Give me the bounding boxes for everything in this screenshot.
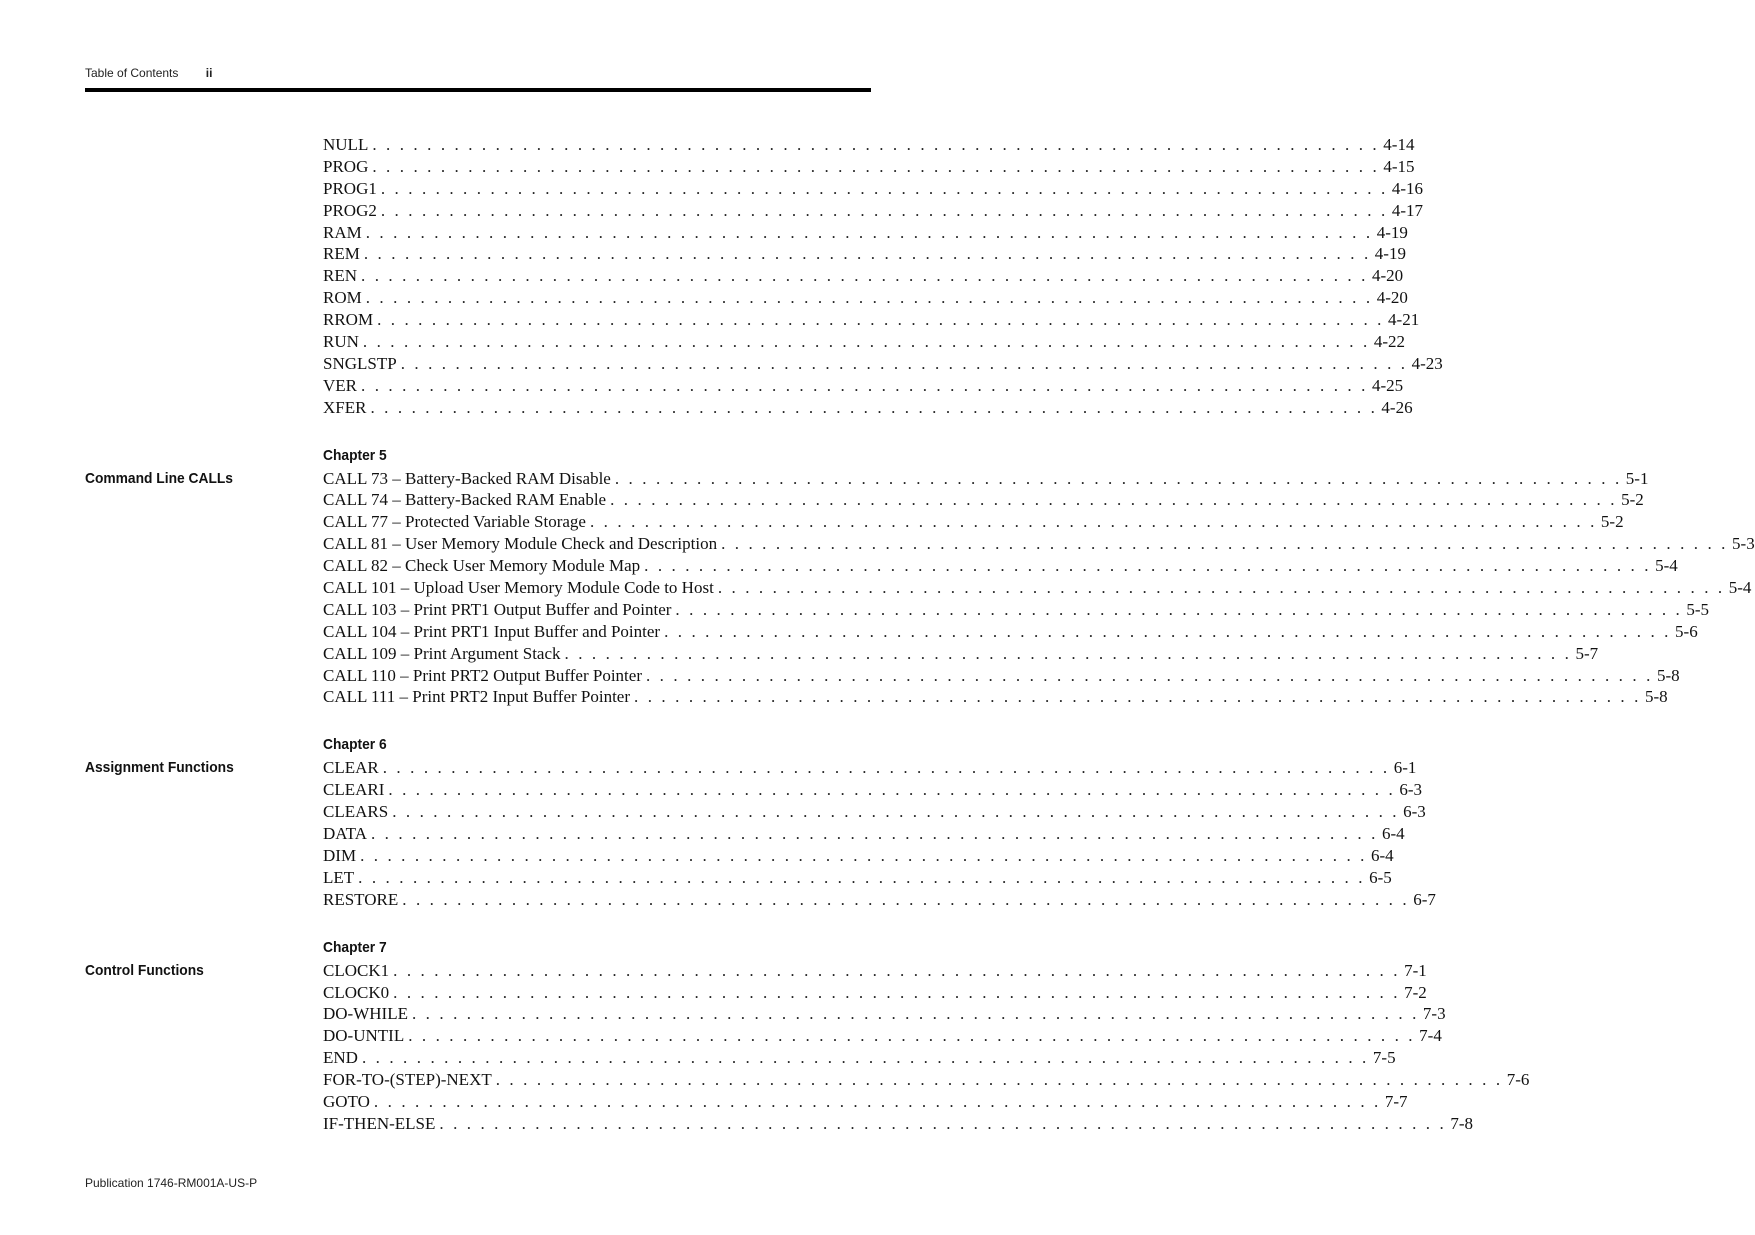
dot-leader: . . . . . . . . . . . . . . . . . . . . . . . . . . . . . . . . . . . . . . . . . . . . . . . . . . . . . . . . . . . . . . . . . . . . . . . . . . [363, 244, 1371, 264]
toc-entry[interactable] [323, 801, 1426, 823]
toc-entry[interactable] [323, 867, 1392, 889]
toc-entry-title: RUN [323, 332, 359, 352]
toc-entry-page: 5-7 [1575, 643, 1599, 663]
toc-entry-page: 4-22 [1373, 332, 1406, 352]
toc-entry[interactable] [323, 1091, 1408, 1113]
toc-entry-title: RAM [323, 222, 362, 242]
toc-entry[interactable] [323, 1113, 1473, 1135]
dot-leader: . . . . . . . . . . . . . . . . . . . . . . . . . . . . . . . . . . . . . . . . . . . . . . . . . . . . . . . . . . . . . . . . . . . . . . . . . . [380, 178, 1388, 198]
toc-entry-page: 7-5 [1372, 1048, 1396, 1068]
toc-entry-title: CLOCK1 [323, 960, 390, 980]
dot-leader: . . . . . . . . . . . . . . . . . . . . . . . . . . . . . . . . . . . . . . . . . . . . . . . . . . . . . . . . . . . . . . . . . . . . . . . . . . [610, 490, 1618, 510]
toc-entry[interactable] [323, 489, 1644, 511]
dot-leader: . . . . . . . . . . . . . . . . . . . . . . . . . . . . . . . . . . . . . . . . . . . . . . . . . . . . . . . . . . . . . . . . . . . . . . . . . . [382, 758, 1390, 778]
toc-entry[interactable] [323, 599, 1710, 621]
toc-entry-page: 4-17 [1391, 200, 1423, 220]
toc-entry-page: 4-16 [1391, 178, 1423, 198]
toc-entry-title: GOTO [323, 1091, 370, 1111]
section-title: Command Line CALLs [85, 469, 233, 487]
dot-leader: . . . . . . . . . . . . . . . . . . . . . . . . . . . . . . . . . . . . . . . . . . . . . . . . . . . . . . . . . . . . . . . . . . . . . . . . . . [589, 512, 1597, 532]
toc-entry[interactable] [323, 757, 1417, 779]
toc-entry[interactable] [323, 309, 1420, 331]
toc-entry-page: 4-15 [1383, 156, 1415, 176]
toc-entry[interactable] [323, 287, 1408, 309]
dot-leader: . . . . . . . . . . . . . . . . . . . . . . . . . . . . . . . . . . . . . . . . . . . . . . . . . . . . . . . . . . . . . . . . . . . . . . . . . . [564, 643, 1572, 663]
toc-entry-title: ROM [323, 288, 362, 308]
dot-leader: . . . . . . . . . . . . . . . . . . . . . . . . . . . . . . . . . . . . . . . . . . . . . . . . . . . . . . . . . . . . . . . . . . . . . . . . . . [372, 135, 1380, 154]
dot-leader: . . . . . . . . . . . . . . . . . . . . . . . . . . . . . . . . . . . . . . . . . . . . . . . . . . . . . . . . . . . . . . . . . . . . . . . . . . [361, 266, 1368, 286]
toc-entry-title: SNGLSTP [323, 353, 397, 373]
running-header [85, 66, 212, 80]
toc-entry[interactable] [323, 577, 1752, 599]
dot-leader: . . . . . . . . . . . . . . . . . . . . . . . . . . . . . . . . . . . . . . . . . . . . . . . . . . . . . . . . . . . . . . . . . . . . . . . . . . [362, 332, 1370, 352]
dot-leader: . . . . . . . . . . . . . . . . . . . . . . . . . . . . . . . . . . . . . . . . . . . . . . . . . . . . . . . . . . . . . . . . . . . . . . . . . . [370, 824, 1378, 844]
chapter-heading: Chapter 7 [323, 938, 387, 956]
toc-entry-page: 6-1 [1393, 758, 1417, 778]
toc-entry-page: 6-4 [1371, 845, 1394, 865]
toc-entry-page: 6-4 [1381, 824, 1405, 844]
dot-leader: . . . . . . . . . . . . . . . . . . . . . . . . . . . . . . . . . . . . . . . . . . . . . . . . . . . . . . . . . . . . . . . . . . . . . . . . . . [402, 889, 1410, 909]
toc-entry-title: CALL 103 – Print PRT1 Output Buffer and Pointer [323, 599, 672, 619]
toc-entry-page: 4-21 [1388, 310, 1420, 330]
toc-entry[interactable] [323, 353, 1443, 375]
toc-entry[interactable] [323, 686, 1668, 708]
toc-entry-title: LET [323, 867, 355, 887]
toc-entry[interactable] [323, 1025, 1442, 1047]
toc-entry-title: CALL 77 – Protected Variable Storage [323, 512, 586, 532]
toc-entry[interactable] [323, 243, 1406, 265]
dot-leader: . . . . . . . . . . . . . . . . . . . . . . . . . . . . . . . . . . . . . . . . . . . . . . . . . . . . . . . . . . . . . . . . . . . . . . . . . . [400, 353, 1408, 373]
dot-leader: . . . . . . . . . . . . . . . . . . . . . . . . . . . . . . . . . . . . . . . . . . . . . . . . . . . . . . . . . . . . . . . . . . . . . . . . . . [717, 578, 1725, 598]
toc-entry[interactable] [323, 200, 1423, 222]
toc-entry[interactable] [323, 468, 1649, 490]
toc-entry[interactable] [323, 331, 1406, 353]
dot-leader: . . . . . . . . . . . . . . . . . . . . . . . . . . . . . . . . . . . . . . . . . . . . . . . . . . . . . . . . . . . . . . . . . . . . . . . . . . [411, 1004, 1419, 1024]
toc-entry-page: 6-5 [1369, 867, 1392, 887]
toc-entry-title: REN [323, 266, 357, 286]
dot-leader: . . . . . . . . . . . . . . . . . . . . . . . . . . . . . . . . . . . . . . . . . . . . . . . . . . . . . . . . . . . . . . . . . . . . . . . . . . [372, 156, 1380, 176]
toc-entry-page: 6-3 [1399, 780, 1423, 800]
toc-entry-page: 5-8 [1644, 687, 1668, 707]
dot-leader: . . . . . . . . . . . . . . . . . . . . . . . . . . . . . . . . . . . . . . . . . . . . . . . . . . . . . . . . . . . . . . . . . . . . . . . . . . [358, 867, 1366, 887]
toc-entry[interactable] [323, 779, 1423, 801]
toc-entry-page: 5-4 [1728, 578, 1752, 598]
toc-entry-page: 7-3 [1422, 1004, 1446, 1024]
dot-leader: . . . . . . . . . . . . . . . . . . . . . . . . . . . . . . . . . . . . . . . . . . . . . . . . . . . . . . . . . . . . . . . . . . . . . . . . . . [360, 845, 1368, 865]
toc-entry[interactable] [323, 845, 1394, 867]
dot-leader: . . . . . . . . . . . . . . . . . . . . . . . . . . . . . . . . . . . . . . . . . . . . . . . . . . . . . . . . . . . . . . . . . . . . . . . . . . [721, 534, 1729, 554]
dot-leader: . . . . . . . . . . . . . . . . . . . . . . . . . . . . . . . . . . . . . . . . . . . . . . . . . . . . . . . . . . . . . . . . . . . . . . . . . . [361, 1048, 1369, 1068]
toc-entry-page: 4-14 [1383, 135, 1415, 154]
toc-entry-page: 5-3 [1732, 534, 1755, 554]
toc-entry-page: 4-23 [1411, 353, 1443, 373]
toc-entry-page: 5-5 [1686, 599, 1710, 619]
toc-entry[interactable] [323, 823, 1405, 845]
toc-entry-list [323, 960, 1530, 1135]
toc-entry-page: 5-6 [1675, 621, 1698, 641]
section-title: Assignment Functions [85, 759, 234, 777]
toc-entry[interactable] [323, 889, 1436, 911]
toc-entry-title: CLEARI [323, 780, 385, 800]
dot-leader: . . . . . . . . . . . . . . . . . . . . . . . . . . . . . . . . . . . . . . . . . . . . . . . . . . . . . . . . . . . . . . . . . . . . . . . . . . [388, 780, 1396, 800]
toc-entry-title: CALL 74 – Battery-Backed RAM Enable [323, 490, 607, 510]
header-rule [85, 88, 871, 92]
toc-entry-title: CLEARS [323, 802, 389, 822]
toc-entry-list [323, 757, 1436, 910]
toc-entry-title: DO-UNTIL [323, 1026, 405, 1046]
toc-entry-title: CLOCK0 [323, 982, 390, 1002]
toc-entry-page: 7-6 [1506, 1070, 1530, 1090]
toc-entry-page: 6-3 [1403, 802, 1426, 822]
toc-entry-page: 5-4 [1655, 556, 1678, 576]
toc-entry-page: 4-26 [1381, 397, 1413, 417]
dot-leader: . . . . . . . . . . . . . . . . . . . . . . . . . . . . . . . . . . . . . . . . . . . . . . . . . . . . . . . . . . . . . . . . . . . . . . . . . . [361, 375, 1368, 395]
chapter-heading: Chapter 6 [323, 736, 387, 754]
header-section-title: Table of Contents [85, 66, 179, 80]
dot-leader: . . . . . . . . . . . . . . . . . . . . . . . . . . . . . . . . . . . . . . . . . . . . . . . . . . . . . . . . . . . . . . . . . . . . . . . . . . [664, 621, 1672, 641]
toc-entry-title: IF-THEN-ELSE [323, 1113, 436, 1133]
toc-entry-page: 7-4 [1419, 1026, 1442, 1046]
publication-footer: Publication 1746-RM001A-US-P [85, 1176, 258, 1190]
dot-leader: . . . . . . . . . . . . . . . . . . . . . . . . . . . . . . . . . . . . . . . . . . . . . . . . . . . . . . . . . . . . . . . . . . . . . . . . . . [645, 665, 1653, 685]
dot-leader: . . . . . . . . . . . . . . . . . . . . . . . . . . . . . . . . . . . . . . . . . . . . . . . . . . . . . . . . . . . . . . . . . . . . . . . . . . [439, 1113, 1447, 1133]
toc-entry-title: CLEAR [323, 758, 379, 778]
toc-entry-page: 5-2 [1621, 490, 1644, 510]
header-page-number: ii [205, 66, 213, 80]
toc-entry-page: 5-8 [1656, 665, 1680, 685]
toc-entry-title: END [323, 1048, 358, 1068]
toc-entry[interactable] [323, 511, 1624, 533]
toc-entry-title: CALL 104 – Print PRT1 Input Buffer and Pointer [323, 621, 661, 641]
toc-entry[interactable] [323, 156, 1415, 178]
toc-entry-title: CALL 111 – Print PRT2 Input Buffer Pointer [323, 687, 631, 707]
toc-block [0, 134, 1443, 419]
dot-leader: . . . . . . . . . . . . . . . . . . . . . . . . . . . . . . . . . . . . . . . . . . . . . . . . . . . . . . . . . . . . . . . . . . . . . . . . . . [644, 556, 1652, 576]
dot-leader: . . . . . . . . . . . . . . . . . . . . . . . . . . . . . . . . . . . . . . . . . . . . . . . . . . . . . . . . . . . . . . . . . . . . . . . . . . [365, 288, 1373, 308]
toc-entry[interactable] [323, 665, 1680, 687]
dot-leader: . . . . . . . . . . . . . . . . . . . . . . . . . . . . . . . . . . . . . . . . . . . . . . . . . . . . . . . . . . . . . . . . . . . . . . . . . . [393, 982, 1401, 1002]
toc-entry-title: CALL 110 – Print PRT2 Output Buffer Pointer [323, 665, 642, 685]
toc-entry-page: 5-2 [1600, 512, 1624, 532]
dot-leader: . . . . . . . . . . . . . . . . . . . . . . . . . . . . . . . . . . . . . . . . . . . . . . . . . . . . . . . . . . . . . . . . . . . . . . . . . . [365, 222, 1373, 242]
toc-entry-page: 4-20 [1376, 288, 1408, 308]
toc-entry-list [323, 468, 1755, 709]
toc-entry[interactable] [323, 643, 1599, 665]
toc-entry[interactable] [323, 533, 1755, 555]
toc-entry-title: CALL 82 – Check User Memory Module Map [323, 556, 641, 576]
toc-entry-title: RESTORE [323, 889, 399, 909]
chapter-heading: Chapter 5 [323, 446, 387, 464]
table-of-contents [0, 134, 1755, 1135]
toc-entry-page: 7-8 [1450, 1113, 1473, 1133]
toc-entry-list [323, 134, 1443, 419]
dot-leader: . . . . . . . . . . . . . . . . . . . . . . . . . . . . . . . . . . . . . . . . . . . . . . . . . . . . . . . . . . . . . . . . . . . . . . . . . . [392, 802, 1400, 822]
toc-entry[interactable] [323, 375, 1404, 397]
dot-leader: . . . . . . . . . . . . . . . . . . . . . . . . . . . . . . . . . . . . . . . . . . . . . . . . . . . . . . . . . . . . . . . . . . . . . . . . . . [380, 200, 1388, 220]
toc-entry-title: FOR-TO-(STEP)-NEXT [323, 1070, 492, 1090]
toc-entry-title: PROG1 [323, 178, 377, 198]
toc-entry[interactable] [323, 1003, 1446, 1025]
toc-entry-page: 4-19 [1374, 244, 1406, 264]
toc-entry-title: NULL [323, 135, 369, 154]
toc-entry-page: 5-1 [1625, 468, 1649, 488]
toc-block [0, 444, 1755, 709]
dot-leader: . . . . . . . . . . . . . . . . . . . . . . . . . . . . . . . . . . . . . . . . . . . . . . . . . . . . . . . . . . . . . . . . . . . . . . . . . . [675, 599, 1683, 619]
toc-block [0, 733, 1436, 910]
toc-entry-title: DATA [323, 824, 367, 844]
toc-entry-title: XFER [323, 397, 367, 417]
toc-entry-page: 7-1 [1404, 960, 1427, 980]
toc-entry-title: CALL 109 – Print Argument Stack [323, 643, 561, 663]
section-title: Control Functions [85, 961, 204, 979]
dot-leader: . . . . . . . . . . . . . . . . . . . . . . . . . . . . . . . . . . . . . . . . . . . . . . . . . . . . . . . . . . . . . . . . . . . . . . . . . . [393, 960, 1401, 980]
toc-entry-page: 4-20 [1371, 266, 1404, 286]
toc-entry-title: RROM [323, 310, 374, 330]
toc-entry-page: 7-2 [1404, 982, 1427, 1002]
toc-entry-title: DIM [323, 845, 357, 865]
toc-entry[interactable] [323, 555, 1678, 577]
toc-entry-title: VER [323, 375, 357, 395]
toc-entry[interactable] [323, 397, 1413, 419]
toc-entry-title: DO-WHILE [323, 1004, 408, 1024]
toc-entry[interactable] [323, 222, 1408, 244]
toc-entry[interactable] [323, 265, 1404, 287]
toc-entry[interactable] [323, 1047, 1396, 1069]
dot-leader: . . . . . . . . . . . . . . . . . . . . . . . . . . . . . . . . . . . . . . . . . . . . . . . . . . . . . . . . . . . . . . . . . . . . . . . . . . [408, 1026, 1416, 1046]
toc-entry[interactable] [323, 960, 1427, 982]
dot-leader: . . . . . . . . . . . . . . . . . . . . . . . . . . . . . . . . . . . . . . . . . . . . . . . . . . . . . . . . . . . . . . . . . . . . . . . . . . [495, 1070, 1503, 1090]
dot-leader: . . . . . . . . . . . . . . . . . . . . . . . . . . . . . . . . . . . . . . . . . . . . . . . . . . . . . . . . . . . . . . . . . . . . . . . . . . [370, 397, 1378, 417]
toc-block [0, 936, 1530, 1135]
toc-entry[interactable] [323, 621, 1698, 643]
toc-entry-page: 4-25 [1371, 375, 1404, 395]
toc-entry-page: 4-19 [1376, 222, 1408, 242]
toc-entry-title: CALL 101 – Upload User Memory Module Code to Host [323, 578, 714, 598]
toc-entry[interactable] [323, 982, 1427, 1004]
toc-entry[interactable] [323, 134, 1415, 156]
toc-entry-title: CALL 81 – User Memory Module Check and Description [323, 534, 718, 554]
dot-leader: . . . . . . . . . . . . . . . . . . . . . . . . . . . . . . . . . . . . . . . . . . . . . . . . . . . . . . . . . . . . . . . . . . . . . . . . . . [614, 468, 1622, 488]
toc-entry-title: PROG [323, 156, 369, 176]
dot-leader: . . . . . . . . . . . . . . . . . . . . . . . . . . . . . . . . . . . . . . . . . . . . . . . . . . . . . . . . . . . . . . . . . . . . . . . . . . [634, 687, 1641, 707]
toc-entry-title: PROG2 [323, 200, 377, 220]
dot-leader: . . . . . . . . . . . . . . . . . . . . . . . . . . . . . . . . . . . . . . . . . . . . . . . . . . . . . . . . . . . . . . . . . . . . . . . . . . [373, 1091, 1381, 1111]
toc-entry[interactable] [323, 178, 1423, 200]
toc-entry-title: CALL 73 – Battery-Backed RAM Disable [323, 468, 611, 488]
toc-entry-page: 7-7 [1384, 1091, 1408, 1111]
dot-leader: . . . . . . . . . . . . . . . . . . . . . . . . . . . . . . . . . . . . . . . . . . . . . . . . . . . . . . . . . . . . . . . . . . . . . . . . . . [377, 310, 1385, 330]
toc-entry-title: REM [323, 244, 360, 264]
toc-entry-page: 6-7 [1413, 889, 1436, 909]
toc-entry[interactable] [323, 1069, 1530, 1091]
